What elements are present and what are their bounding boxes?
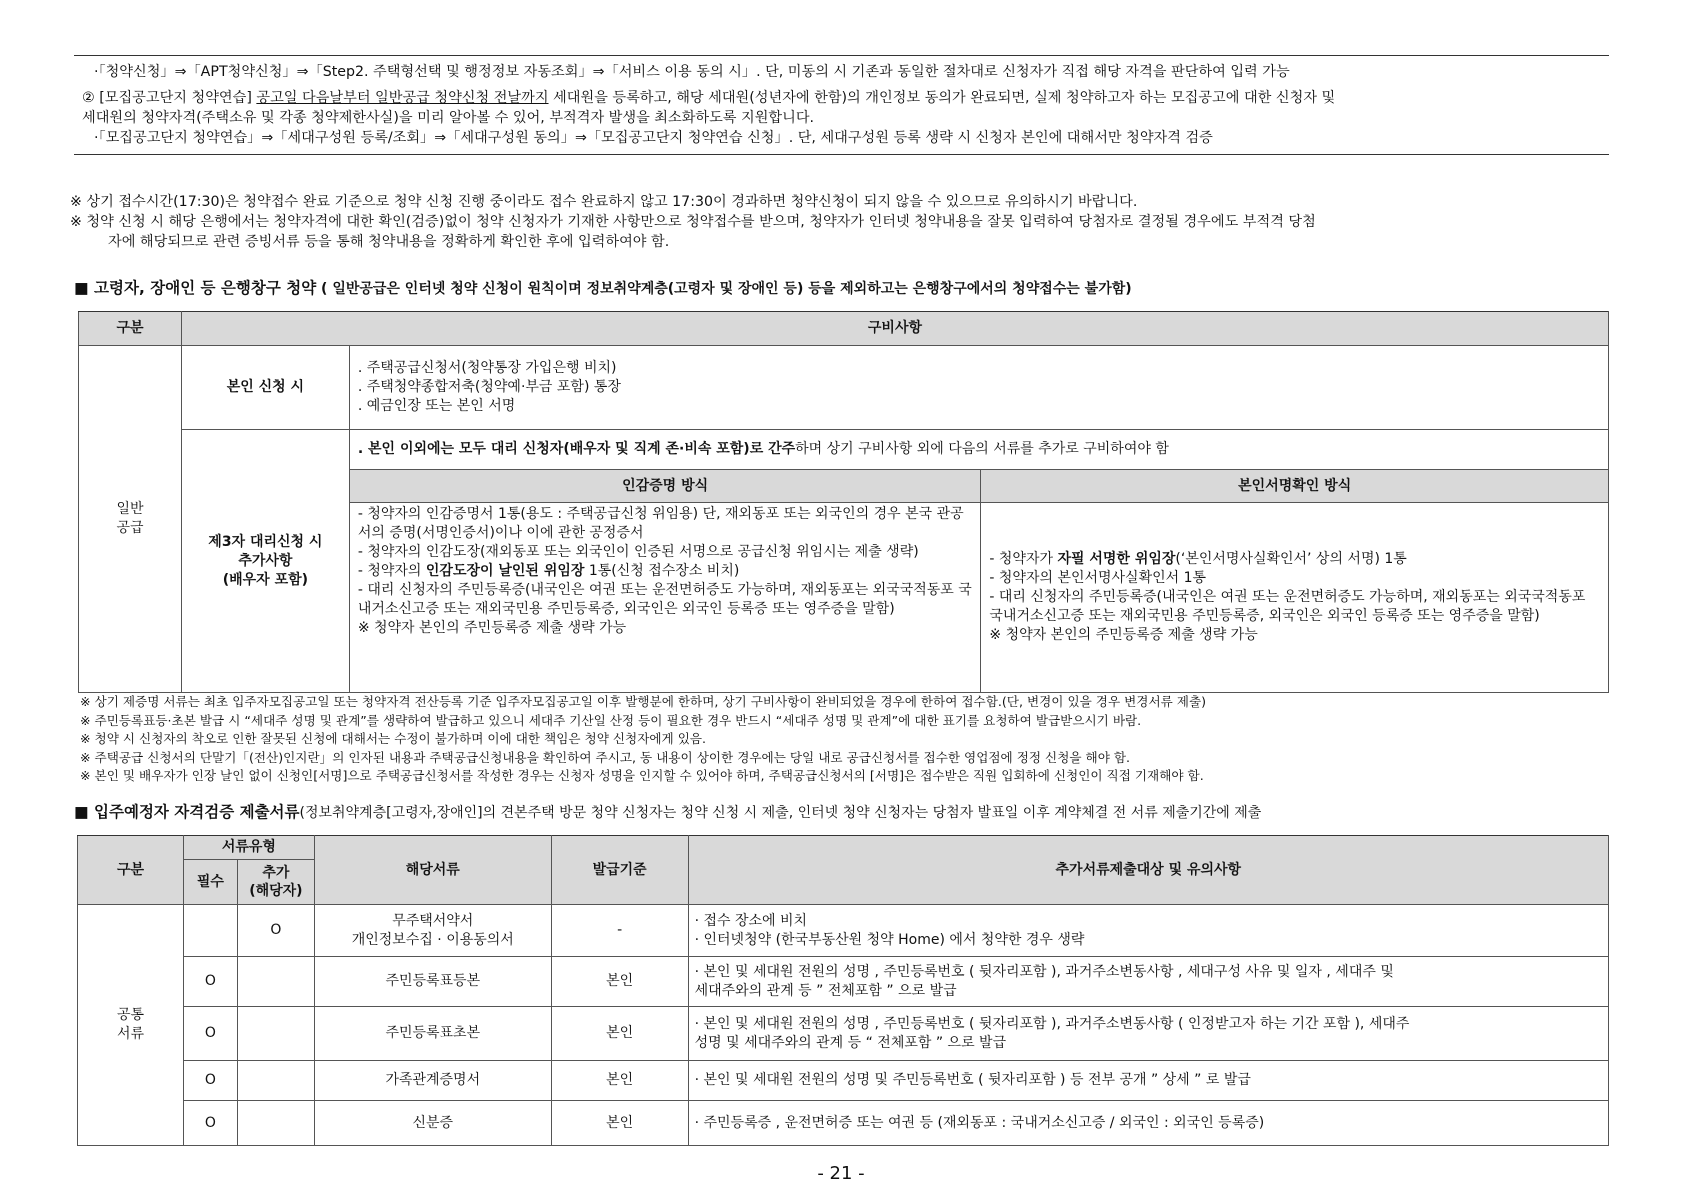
documents-table <box>77 835 1609 1146</box>
procedure-line-1: ·「청약신청」⇒「APT청약신청」⇒「Step2. 주택형선택 및 행정정보 자동조회」⇒「서비스 이용 동의 시」. 단, 미동의 시 기존과 동일한 절차대로 신청자가 직접 해당 자격을 판단하여 입력 가능 <box>94 64 1290 80</box>
document-note: · 접수 장소에 비치 · 인터넷청약 (한국부동산원 청약 Home) 에서 청약한 경우 생략 <box>688 905 1608 957</box>
col-header-document: 해당서류 <box>314 836 551 905</box>
section-title-documents: ■ 입주예정자 자격검증 제출서류(정보취약계층[고령자,장애인]의 견본주택 방문 청약 신청자는 청약 신청 시 제출, 인터넷 청약 신청자는 당첨자 발표일 이후 계약체결 전 서류 제출기간에 제출 <box>74 803 1262 821</box>
procedure-line-3: 세대원의 청약자격(주택소유 및 각종 청약제한사실)을 미리 알아볼 수 있어, 부적격자 발생을 최소화하도록 지원합니다. <box>82 110 815 126</box>
document-note: · 본인 및 세대원 전원의 성명 , 주민등록번호 ( 뒷자리포함 ), 과거주소변동사항 ( 인정받고자 하는 기간 포함 ), 세대주 성명 및 세대주와의 관계 등 “ 전체포함 ” 으로 발급 <box>688 1007 1608 1061</box>
note: ※ 상기 제증명 서류는 최초 입주자모집공고일 또는 청약자격 전산등록 기준 입주자모집공고일 이후 발행분에 한하며, 상기 구비사항이 완비되었을 경우에 한하여 접수함.(단, 변경이 있을 경우 변경서류 제출) <box>80 694 1207 709</box>
group-label: 일반 공급 <box>79 346 182 693</box>
document-note: · 주민등록증 , 운전면허증 또는 여권 등 (재외동포 : 국내거소신고증 / 외국인 : 외국인 등록증) <box>688 1101 1608 1146</box>
col-header-notes: 추가서류제출대상 및 유의사항 <box>688 836 1608 905</box>
note: ※ 청약 신청 시 해당 은행에서는 청약자격에 대한 확인(검증)없이 청약 신청자가 기재한 사항만으로 청약접수를 받으며, 청약자가 인터넷 청약내용을 잘못 입력하여 당첨자로 결정될 경우에도 부적격 당첨 <box>70 214 1316 230</box>
col-header-sign: 본인서명확인 방식 <box>981 470 1609 503</box>
col-header-required: 필수 <box>183 860 237 905</box>
table-row <box>78 1007 1609 1061</box>
note: ※ 청약 시 신청자의 착오로 인한 잘못된 신청에 대해서는 수정이 불가하며 이에 대한 책임은 청약 신청자에게 있음. <box>80 731 707 746</box>
table-row <box>78 905 1609 957</box>
additional-mark <box>237 1007 314 1061</box>
document-note: · 본인 및 세대원 전원의 성명 및 주민등록번호 ( 뒷자리포함 ) 등 전부 공개 ” 상세 ” 로 발급 <box>688 1061 1608 1101</box>
notes-block-1 <box>70 192 1615 252</box>
note: ※ 주택공급 신청서의 단말기「(전산)인지란」의 인자된 내용과 주택공급신청내용을 확인하여 주시고, 동 내용이 상이한 경우에는 당일 내로 공급신청서를 접수한 영업점에 정정 신청을 해야 함. <box>80 749 1131 765</box>
row-label-self: 본인 신청 시 <box>181 346 349 430</box>
procedure-line-2: ② [모집공고단지 청약연습] 공고일 다음날부터 일반공급 청약신청 전날까지 세대원을 등록하고, 해당 세대원(성년자에 한함)의 개인정보 동의가 완료되면, 실제 청약하고자 하는 모집공고에 대한 신청자 및 <box>82 90 1336 106</box>
document-note: · 본인 및 세대원 전원의 성명 , 주민등록번호 ( 뒷자리포함 ), 과거주소변동사항 , 세대구성 사유 및 일자 , 세대주 및 세대주와의 관계 등 ” 전체포함 ” 으로 발급 <box>688 957 1608 1007</box>
seal-method-items: - 청약자의 인감증명서 1통(용도 : 주택공급신청 위임용) 단, 재외동포 또는 외국인의 경우 본국 관공서의 증명(서명인증서)이나 이에 관한 공정증서 - 청약자의 인감도장(재외동포 또는 외국인이 인증된 서명으로 공급신청 위임시는 제출 생략) - 청약자의 인감도장이 날인된 위임장 1통(신청 접수장소 비치) - 대리 신청자의 주민등록증(내국인은 여권 또는 운전면허증도 가능하며, 재외동포는 외국국적동포 국내거소신고증 또는 재외국민용 주민등록증, 외국인은 외국인 등록증 또는 영주증을 말함) ※ 청약자 본인의 주민등록증 제출 생략 가능 <box>349 503 981 693</box>
bank-window-table <box>78 311 1609 693</box>
self-items: . 주택공급신청서(청약통장 가입은행 비치) . 주택청약종합저축(청약예·부금 포함) 통장 . 예금인장 또는 본인 서명 <box>349 346 1608 430</box>
note: ※ 상기 접수시간(17:30)은 청약접수 완료 기준으로 청약 신청 진행 중이라도 접수 완료하지 않고 17:30이 경과하면 청약신청이 되지 않을 수 있으므로 유의하시기 바랍니다. <box>70 194 1138 210</box>
document-name: 주민등록표초본 <box>314 1007 551 1061</box>
issue-basis: 본인 <box>551 957 688 1007</box>
note: ※ 본인 및 배우자가 인장 날인 없이 신청인[서명]으로 주택공급신청서를 작성한 경우는 신청자 성명을 인지할 수 있어야 하며, 주택공급신청서의 [서명]은 접수받은 직원 입회하에 신청인이 직접 기재해야 함. <box>80 768 1204 783</box>
issue-basis: 본인 <box>551 1101 688 1146</box>
table-row <box>78 1061 1609 1101</box>
issue-basis: - <box>551 905 688 957</box>
document-name: 신분증 <box>314 1101 551 1146</box>
required-mark: O <box>183 1007 237 1061</box>
proxy-intro: . 본인 이외에는 모두 대리 신청자(배우자 및 직계 존·비속 포함)로 간주하며 상기 구비사항 외에 다음의 서류를 추가로 구비하여야 함 <box>349 430 1608 470</box>
page-number: - 21 - <box>817 1163 865 1184</box>
table-row <box>78 957 1609 1007</box>
required-mark <box>183 905 237 957</box>
additional-mark <box>237 957 314 1007</box>
issue-basis: 본인 <box>551 1007 688 1061</box>
section-title-bank: ■ 고령자, 장애인 등 은행창구 청약 ( 일반공급은 인터넷 청약 신청이 원칙이며 정보취약계층(고령자 및 장애인 등) 등을 제외하고는 은행창구에서의 청약접수는 불가함) <box>74 279 1132 297</box>
table-row <box>78 1101 1609 1146</box>
document-name: 주민등록표등본 <box>314 957 551 1007</box>
col-header-items: 구비사항 <box>181 312 1608 346</box>
additional-mark <box>237 1061 314 1101</box>
col-header-gubun: 구분 <box>78 836 184 905</box>
additional-mark <box>237 1101 314 1146</box>
required-mark: O <box>183 1061 237 1101</box>
procedure-line-4: ·「모집공고단지 청약연습」⇒「세대구성원 등록/조회」⇒「세대구성원 동의」⇒「모집공고단지 청약연습 신청」. 단, 세대구성원 등록 생략 시 신청자 본인에 대해서만 청약자격 검증 <box>94 130 1213 146</box>
col-header-additional: 추가 (해당자) <box>237 860 314 905</box>
note: 자에 해당되므로 관련 증빙서류 등을 통해 청약내용을 정확하게 확인한 후에 입력하여야 함. <box>108 234 670 250</box>
notes-block-2 <box>80 693 1615 786</box>
sign-method-items: - 청약자가 자필 서명한 위임장(‘본인서명사실확인서’ 상의 서명) 1통 - 청약자의 본인서명사실확인서 1통 - 대리 신청자의 주민등록증(내국인은 여권 또는 운전면허증도 가능하며, 재외동포는 외국국적동포 국내거소신고증 또는 재외국민용 주민등록증, 외국인은 외국인 등록증 또는 영주증을 말함) ※ 청약자 본인의 주민등록증 제출 생략 가능 <box>981 503 1609 693</box>
col-header-basis: 발급기준 <box>551 836 688 905</box>
group-label: 공통 서류 <box>78 905 184 1146</box>
col-header-doc-type: 서류유형 <box>183 836 314 860</box>
document-name: 가족관계증명서 <box>314 1061 551 1101</box>
required-mark: O <box>183 1101 237 1146</box>
col-header-seal: 인감증명 방식 <box>349 470 981 503</box>
document-name: 무주택서약서 개인정보수집 · 이용동의서 <box>314 905 551 957</box>
row-label-proxy: 제3자 대리신청 시 추가사항 (배우자 포함) <box>181 430 349 693</box>
note: ※ 주민등록표등·초본 발급 시 “세대주 성명 및 관계”를 생략하여 발급하고 있으니 세대주 기산일 산정 등이 필요한 경우 반드시 “세대주 성명 및 관계”에 대한 표기를 요청하여 발급받으시기 바람. <box>80 712 1142 728</box>
col-header-gubun: 구분 <box>79 312 182 346</box>
additional-mark: O <box>237 905 314 957</box>
procedure-box <box>74 55 1609 155</box>
issue-basis: 본인 <box>551 1061 688 1101</box>
required-mark: O <box>183 957 237 1007</box>
